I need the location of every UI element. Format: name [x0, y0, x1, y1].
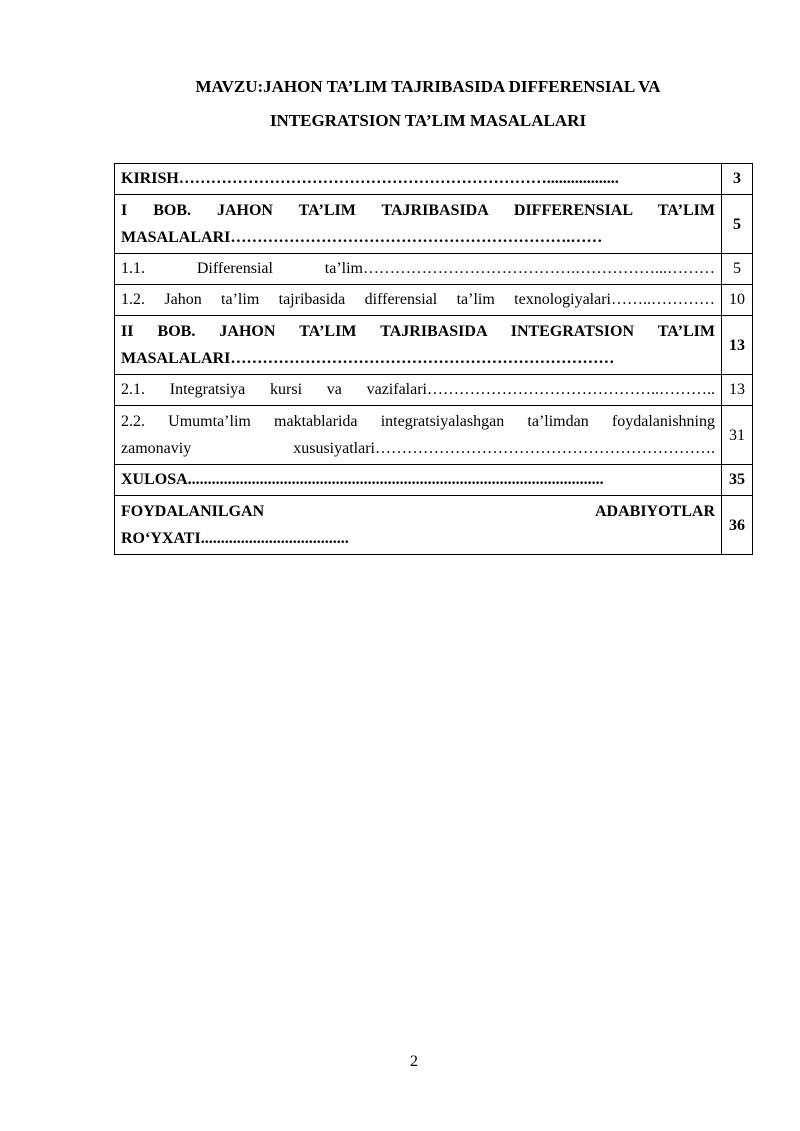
toc-entry-title — [115, 375, 722, 406]
toc-entry-line: RO‘YXATI..................................... — [121, 530, 349, 547]
toc-row-references — [115, 496, 753, 555]
toc-entry-page: 35 — [722, 465, 753, 496]
toc-entry-page: 10 — [722, 285, 753, 316]
toc-entry-line: KIRISH…………………………………………………………….................. — [121, 170, 619, 187]
toc-entry-line: zamonaviy xususiyatlari………………………………………………………. — [121, 440, 715, 457]
toc-entry-line: 1.2. Jahon ta’lim tajribasida differensial ta’lim texnologiyalari……..………… — [121, 291, 715, 308]
toc-row-chapter-2 — [115, 316, 753, 375]
toc-row-chapter-1 — [115, 195, 753, 254]
toc-row-kirish — [115, 164, 753, 195]
table-of-contents — [114, 163, 753, 555]
toc-entry-page: 13 — [722, 375, 753, 406]
toc-entry-page: 31 — [722, 406, 753, 465]
toc-entry-title — [115, 316, 722, 375]
toc-entry-title — [115, 285, 722, 316]
toc-row-section-2-1 — [115, 375, 753, 406]
toc-entry-title — [115, 406, 722, 465]
document-title — [0, 70, 800, 138]
toc-entry-line: I BOB. JAHON TA’LIM TAJRIBASIDA DIFFERENSIAL TA’LIM — [121, 202, 715, 219]
toc-entry-line: II BOB. JAHON TA’LIM TAJRIBASIDA INTEGRATSION TA’LIM — [121, 323, 715, 340]
toc-entry-page: 5 — [722, 195, 753, 254]
toc-entry-page: 36 — [722, 496, 753, 555]
toc-entry-page: 13 — [722, 316, 753, 375]
toc-row-section-2-2 — [115, 406, 753, 465]
title-line-2: INTEGRATSION TA’LIM MASALALARI — [269, 111, 587, 130]
toc-entry-line: 2.2. Umumta’lim maktablarida integratsiyalashgan ta’limdan foydalanishning — [121, 413, 715, 430]
toc-row-xulosa — [115, 465, 753, 496]
toc-entry-title — [115, 254, 722, 285]
toc-entry-line: XULOSA........................................................................................................ — [121, 471, 604, 488]
title-line-1: MAVZU:JAHON TA’LIM TAJRIBASIDA DIFFERENSIAL VA — [195, 77, 661, 96]
page-number: 2 — [410, 1053, 418, 1070]
toc-entry-line: 1.1. Differensial ta’lim………………………………….……………...……… — [121, 260, 715, 277]
toc-entry-line: 2.1. Integratsiya kursi va vazifalari……………………………………..……….. — [121, 381, 715, 398]
toc-row-section-1-1 — [115, 254, 753, 285]
toc-entry-line: MASALALARI……………………………………………………………… — [121, 350, 615, 367]
toc-entry-page: 5 — [722, 254, 753, 285]
toc-entry-line: FOYDALANILGAN ADABIYOTLAR — [121, 503, 715, 520]
toc-entry-title — [115, 195, 722, 254]
toc-row-section-1-2 — [115, 285, 753, 316]
toc-entry-title — [115, 465, 722, 496]
toc-entry-title — [115, 496, 722, 555]
toc-entry-page: 3 — [722, 164, 753, 195]
toc-entry-title — [115, 164, 722, 195]
toc-entry-line: MASALALARI……………………………………………………….…… — [121, 229, 603, 246]
